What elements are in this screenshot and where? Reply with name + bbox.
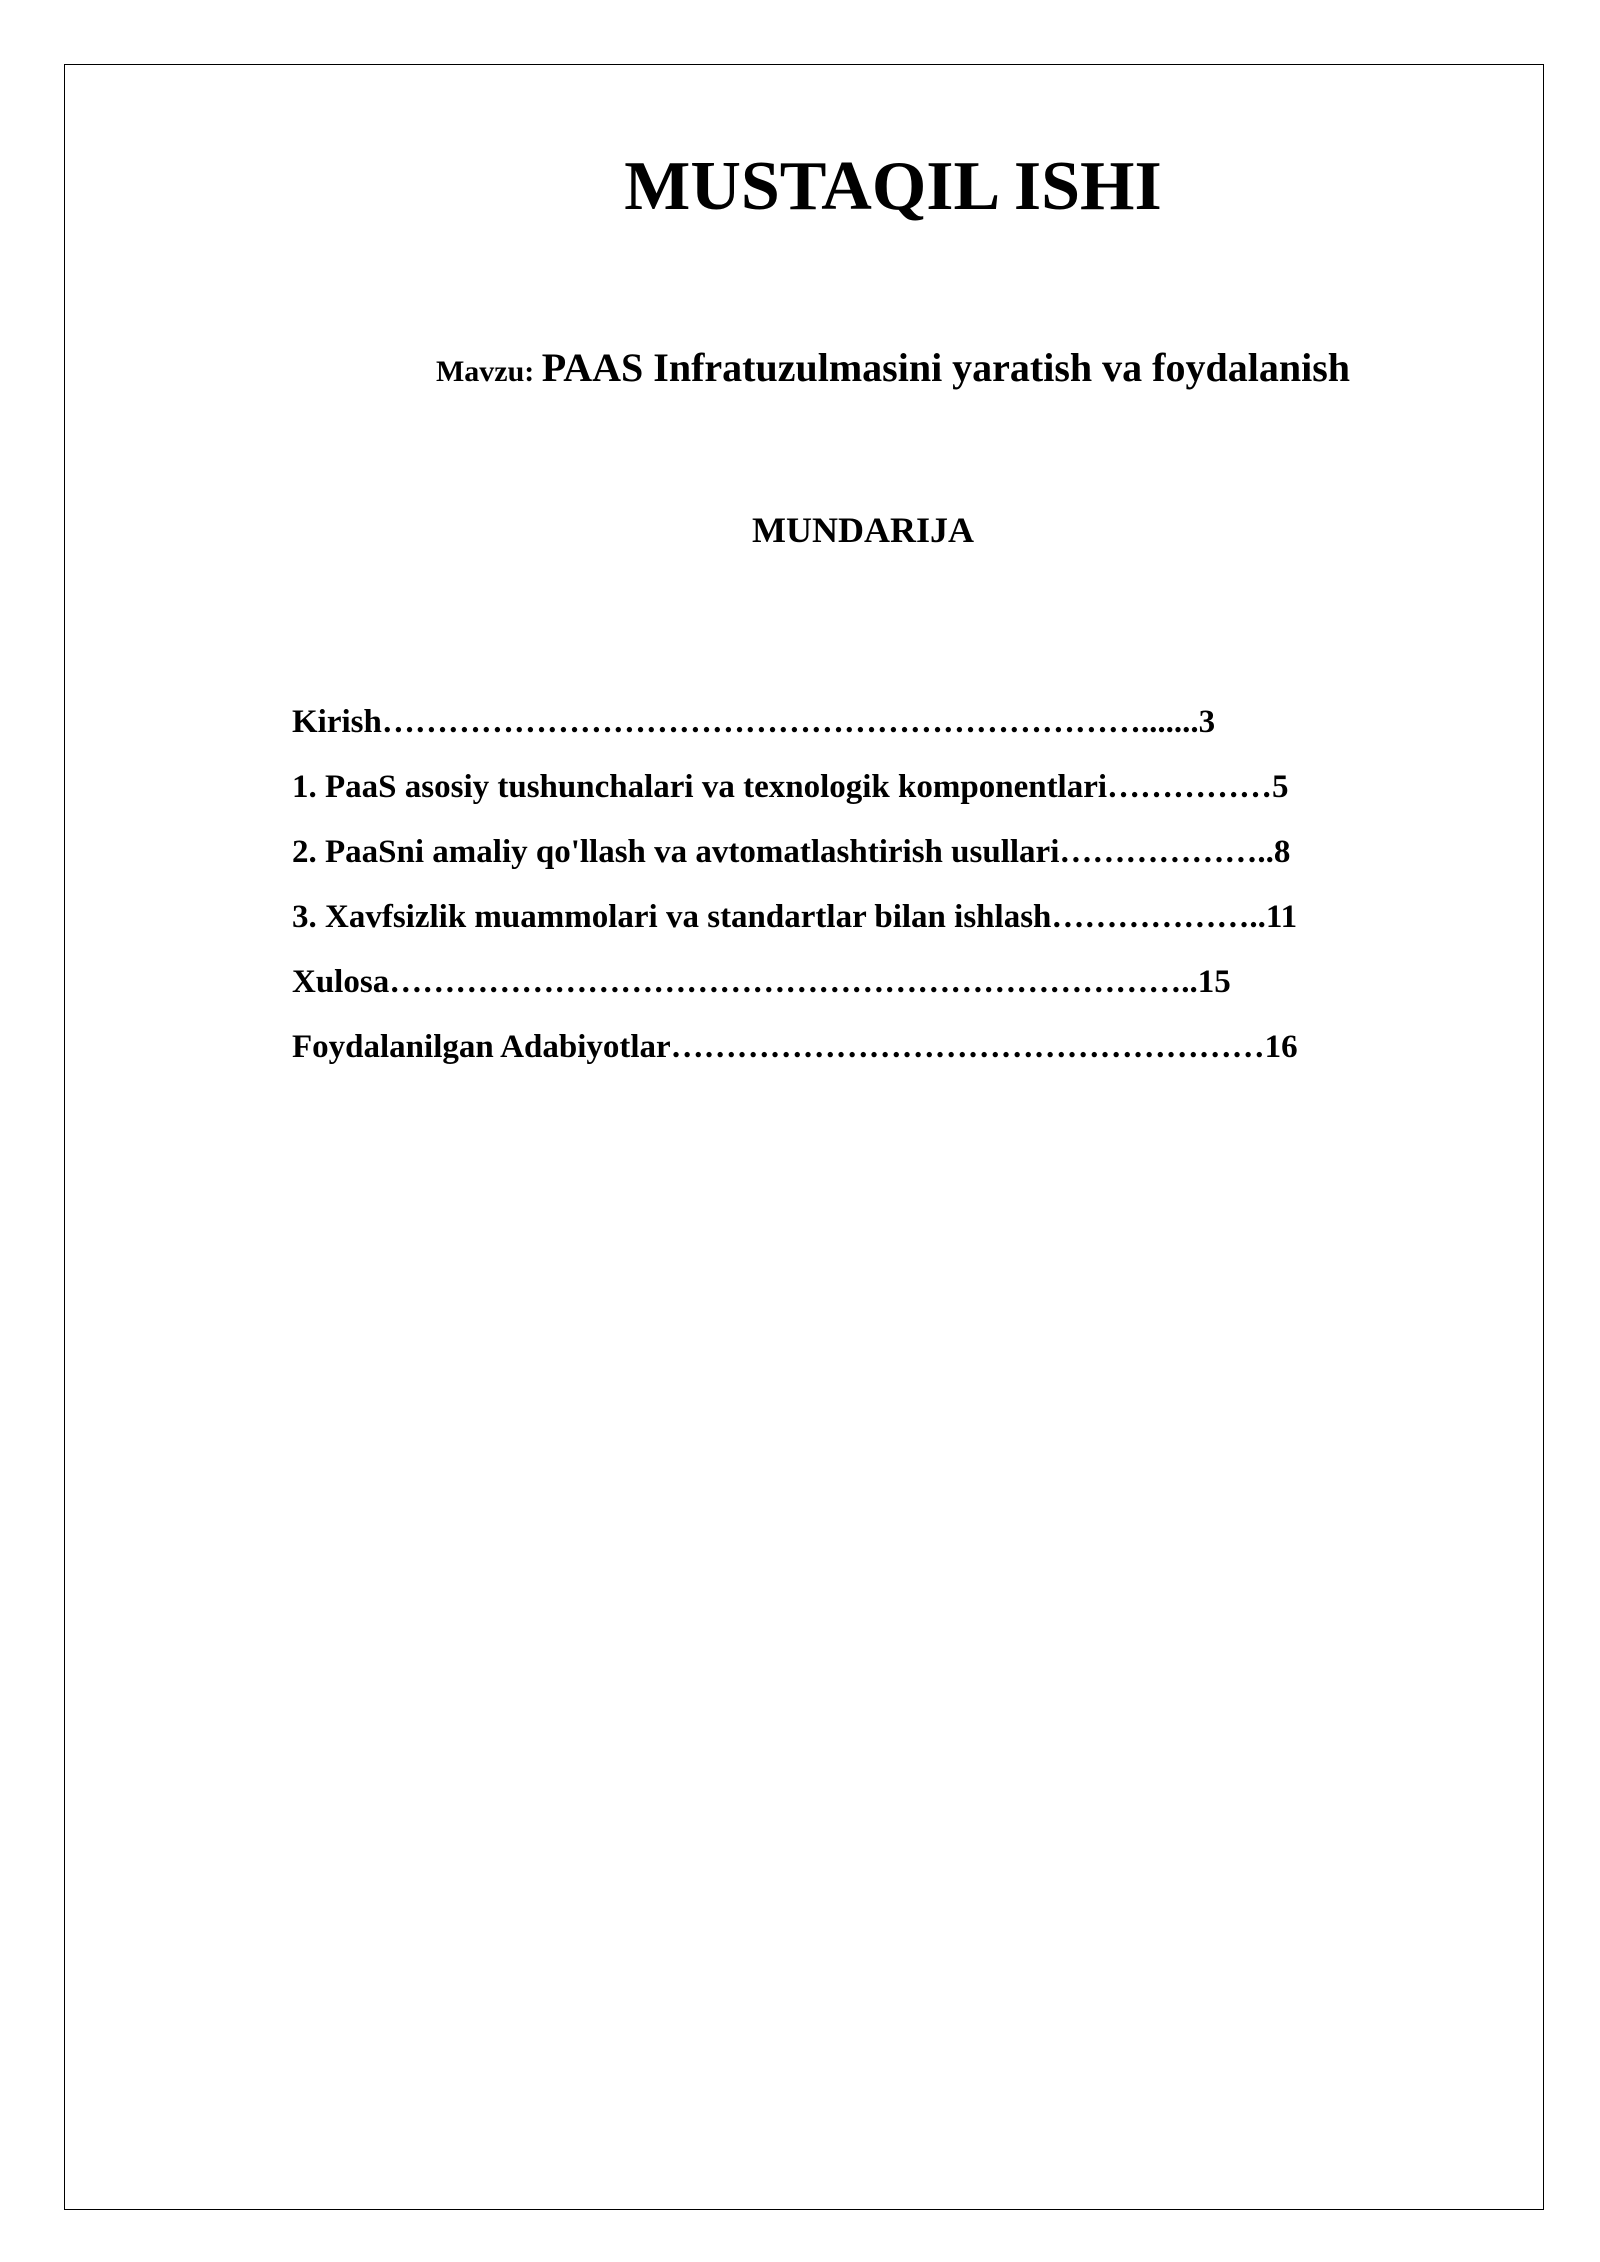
table-of-contents: [292, 690, 1298, 1080]
subject-text: PAAS Infratuzulmasini yaratish va foydalanish: [541, 345, 1351, 390]
subject-label: Mavzu:: [435, 355, 542, 388]
toc-entry-chapter-3: 3. Xavfsizlik muammolari va standartlar bilan ishlash………………..11: [292, 899, 1298, 935]
toc-entry-kirish: Kirish…………………………………………………………….......3: [292, 704, 1216, 740]
toc-heading: MUNDARIJA: [752, 510, 974, 550]
toc-entry-chapter-2: 2. PaaSni amaliy qo'llash va avtomatlashtirish usullari………………..8: [292, 834, 1291, 870]
subject-line: [0, 345, 1600, 390]
toc-entry-chapter-1: 1. PaaS asosiy tushunchalari va texnologik komponentlari……………5: [292, 769, 1289, 805]
toc-entry-adabiyotlar: Foydalanilgan Adabiyotlar………………………………………………16: [292, 1029, 1298, 1065]
document-title: MUSTAQIL ISHI: [624, 148, 1162, 225]
toc-entry-xulosa: Xulosa………………………………………………………………..15: [292, 964, 1231, 1000]
